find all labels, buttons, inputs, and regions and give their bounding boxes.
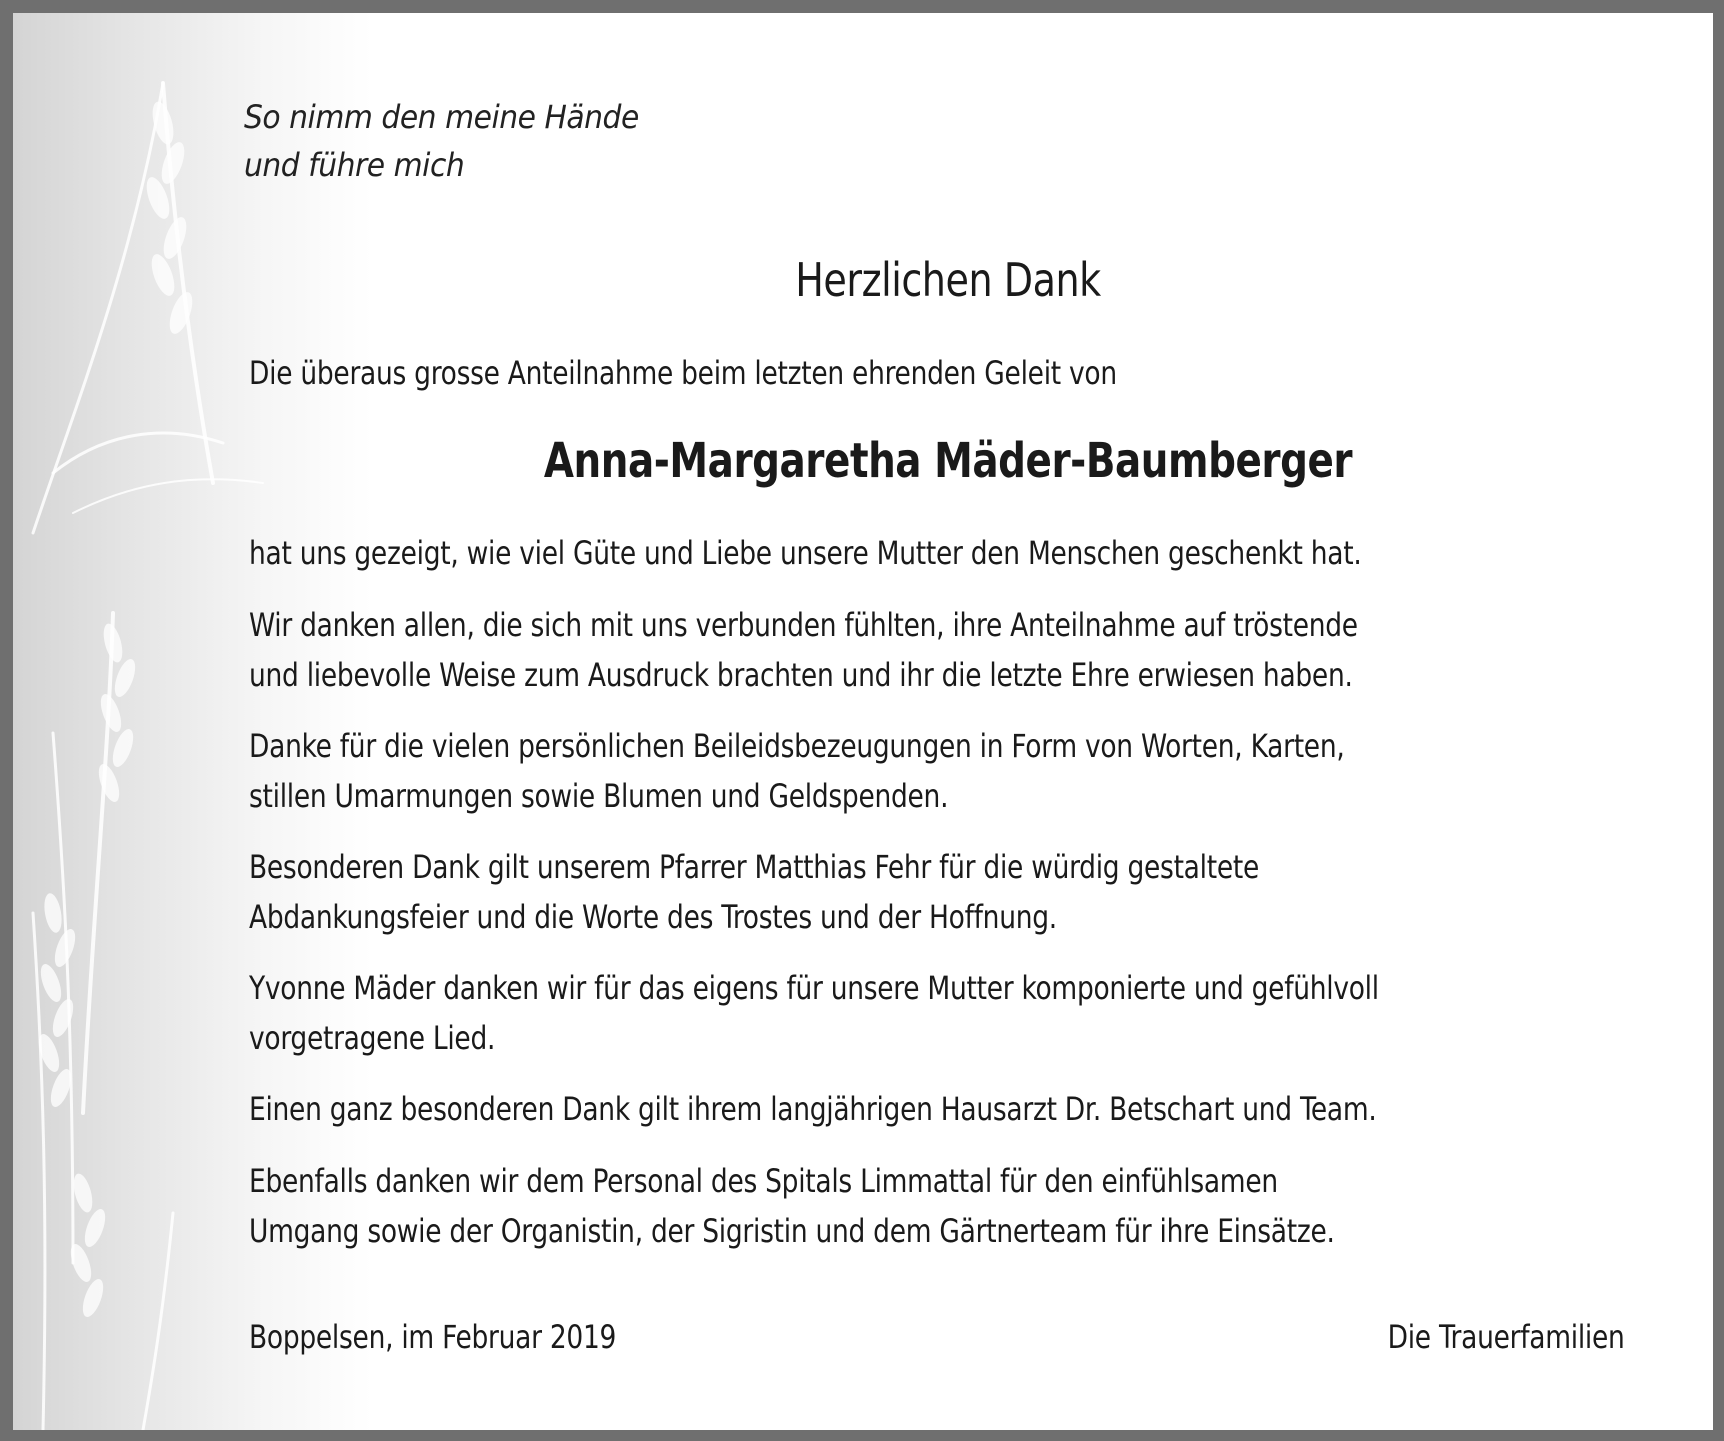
obituary-card (13, 13, 1713, 1430)
motto-line-2: und führe mich (244, 146, 465, 184)
paragraph-3 (249, 721, 1344, 821)
paragraph-line: vorgetragene Lied. (249, 1019, 496, 1057)
place-and-date: Boppelsen, im Februar 2019 (249, 1318, 617, 1356)
paragraph-2 (249, 600, 1358, 700)
paragraph-line: Umgang sowie der Organistin, der Sigristin und dem Gärtnerteam für ihre Einsätze. (249, 1212, 1335, 1250)
paragraph-7 (249, 1156, 1335, 1256)
paragraph-line: Ebenfalls danken wir dem Personal des Spitals Limmattal für den einfühlsamen (249, 1162, 1278, 1200)
paragraph-line: Besonderen Dank gilt unserem Pfarrer Matthias Fehr für die würdig gestaltete (249, 848, 1259, 886)
intro-text: Die überaus grosse Anteilnahme beim letzten ehrenden Geleit von (249, 354, 1117, 392)
paragraph-5 (249, 963, 1379, 1063)
paragraph-4 (249, 842, 1259, 942)
paragraph-line: Yvonne Mäder danken wir für das eigens für unsere Mutter komponierte und gefühlvoll (249, 969, 1379, 1007)
paragraph-line: Wir danken allen, die sich mit uns verbunden fühlten, ihre Anteilnahme auf tröstende (249, 606, 1358, 644)
paragraph-line: Abdankungsfeier und die Worte des Trostes und der Hoffnung. (249, 898, 1057, 936)
deceased-name: Anna-Margaretha Mäder-Baumberger (543, 433, 1353, 489)
motto (244, 93, 639, 189)
paragraph-line: Einen ganz besonderen Dank gilt ihrem langjährigen Hausarzt Dr. Betschart und Team. (249, 1090, 1377, 1128)
paragraph-line: stillen Umarmungen sowie Blumen und Geldspenden. (249, 777, 949, 815)
motto-line-1: So nimm den meine Hände (244, 98, 639, 136)
paragraph-6 (249, 1084, 1376, 1134)
paragraph-line: Danke für die vielen persönlichen Beileidsbezeugungen in Form von Worten, Karten, (249, 727, 1345, 765)
paragraph-line: und liebevolle Weise zum Ausdruck brachten und ihr die letzte Ehre erwiesen haben. (249, 656, 1353, 694)
paragraph-line: hat uns gezeigt, wie viel Güte und Liebe unsere Mutter den Menschen geschenkt hat. (249, 534, 1362, 572)
paragraph-1 (249, 528, 1361, 578)
signature: Die Trauerfamilien (1388, 1318, 1625, 1356)
heading: Herzlichen Dank (795, 253, 1101, 307)
